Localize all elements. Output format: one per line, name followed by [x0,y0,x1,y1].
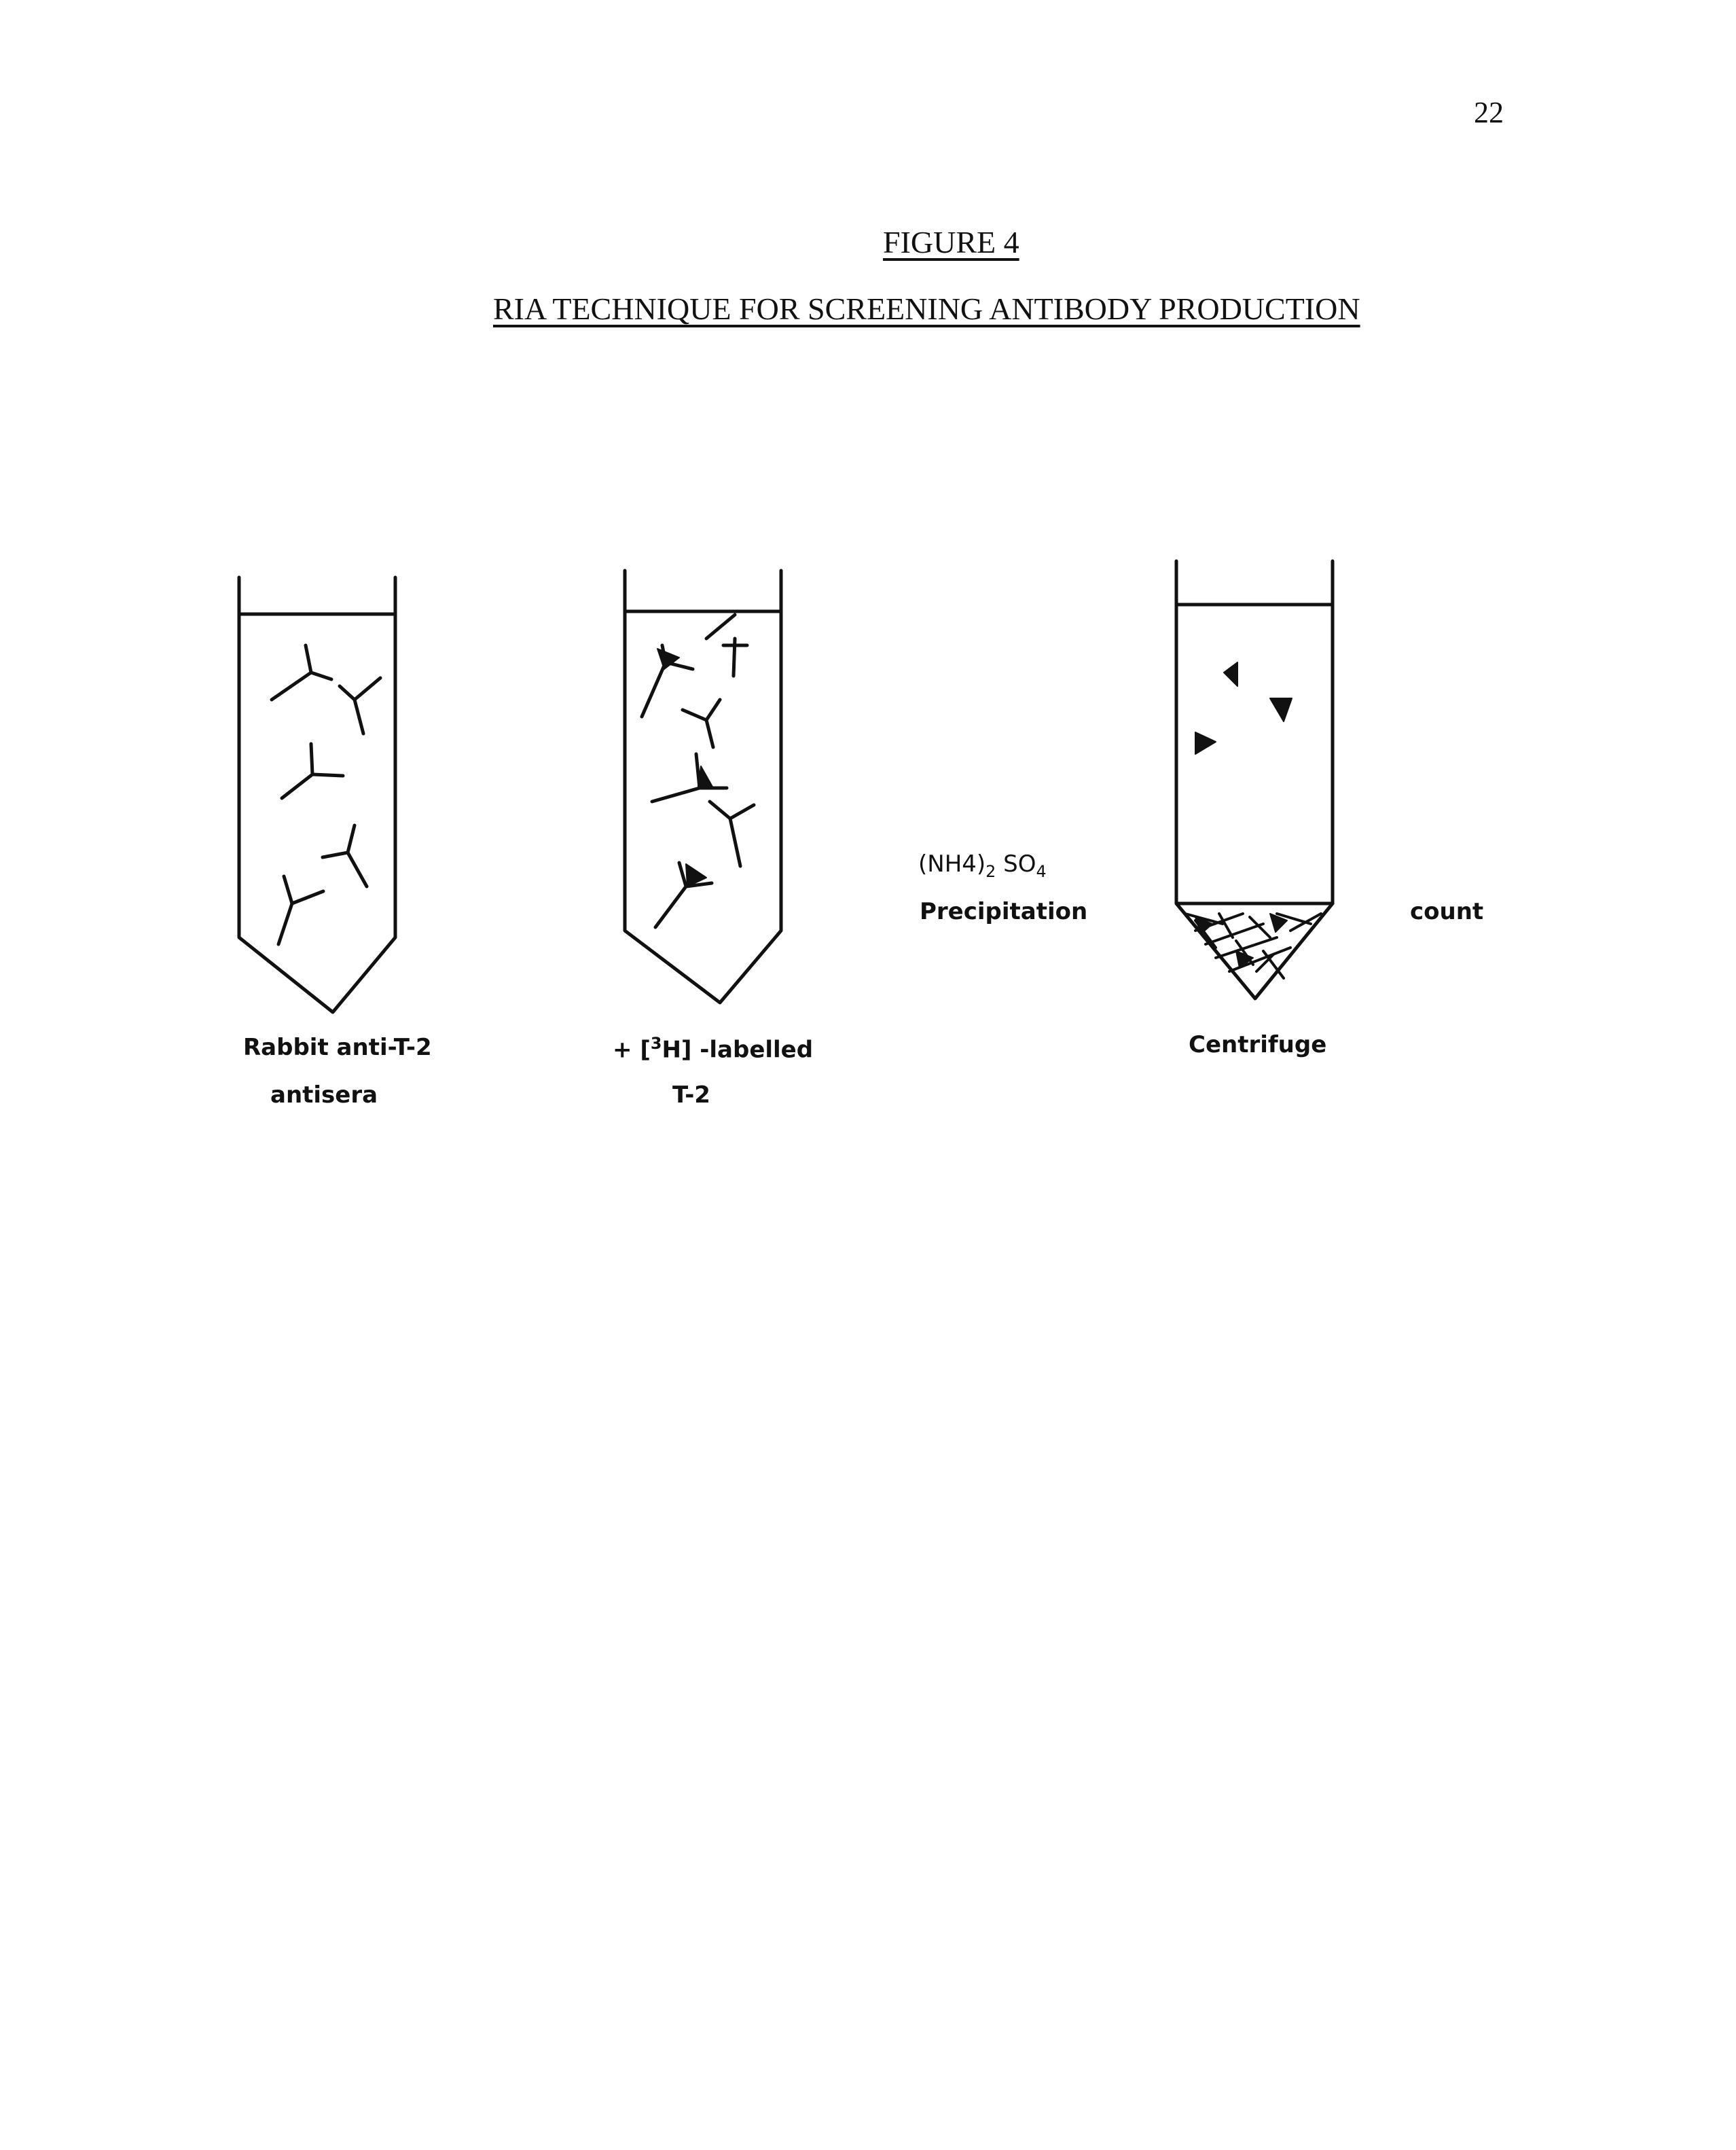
antibody-icon [272,645,331,700]
tube-1-label-2: antisera [270,1081,378,1109]
free-antigen-icon [1270,698,1292,721]
tube-2-label-suffix: H] -labelled [662,1036,814,1064]
antibody-icon [683,700,720,747]
tube-3-label: Centrifuge [1189,1031,1327,1058]
tube-2-label [613,1034,813,1063]
tube-2-label-prefix: + [ [613,1036,651,1064]
tube-1-label-line1: Rabbit anti-T-2 [243,1034,432,1061]
page-number: 22 [1474,96,1504,129]
antibody-icon [655,863,712,927]
antibody-icon [652,754,727,802]
reagent-mid: SO [996,850,1036,878]
labelled-antigen-icon [698,766,713,788]
free-antigen-icon [1224,662,1237,686]
count-label: count [1410,898,1484,925]
free-antigen-icon [1195,732,1216,754]
tube-2-label-sup: 3 [650,1034,662,1053]
tube-1-antisera [239,577,395,1012]
reagent-label [918,850,1047,881]
antibody-icon [278,876,323,944]
precipitation-label: Precipitation [920,898,1088,925]
tube-2-label-2: T-2 [672,1081,710,1109]
antibody-icon [706,615,747,676]
antibody-icon [710,802,754,866]
figure-title: FIGURE 4 [883,225,1019,259]
tube-1-label [243,1034,432,1061]
reagent-sub-2: 4 [1036,861,1047,881]
antibody-icon [340,678,380,734]
reagent-prefix: (NH4) [918,850,986,878]
tube-1-outline [239,577,395,1012]
figure-subtitle: RIA TECHNIQUE FOR SCREENING ANTIBODY PRODUCTION [493,291,1360,326]
reagent-sub-1: 2 [985,861,996,881]
antibody-icon [323,825,367,886]
antibody-icon [282,744,343,798]
